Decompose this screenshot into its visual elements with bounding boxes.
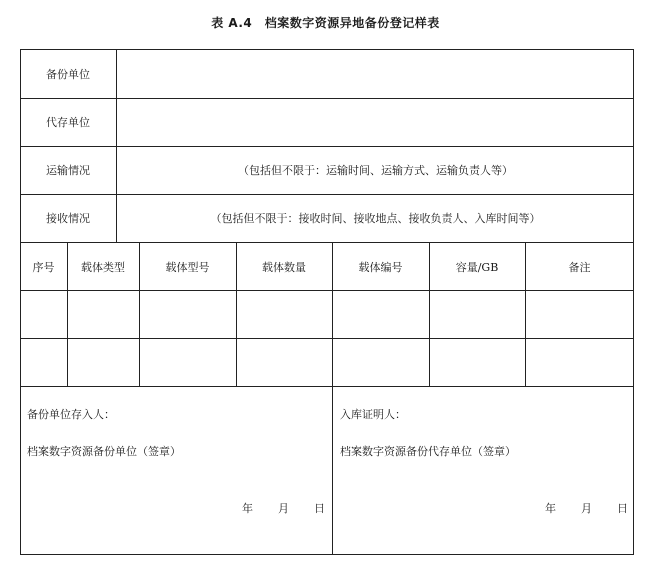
header-carrier-id: 载体编号 xyxy=(358,261,403,274)
left-year-label: 年 xyxy=(242,502,253,515)
info-label-transport: 运输情况 xyxy=(46,164,90,177)
row-divider xyxy=(20,338,634,339)
header-serial-number: 序号 xyxy=(32,261,55,274)
row-divider xyxy=(20,386,634,387)
custody-unit-seal-label: 档案数字资源备份代存单位（签章） xyxy=(340,445,516,458)
info-label-custody-unit: 代存单位 xyxy=(46,116,90,129)
left-month-label: 月 xyxy=(278,502,289,515)
right-month-label: 月 xyxy=(581,502,592,515)
header-carrier-model: 载体型号 xyxy=(165,261,210,274)
info-value-receipt: （包括但不限于：接收时间、接收地点、接收负责人、入库时间等） xyxy=(210,212,541,225)
right-year-label: 年 xyxy=(545,502,556,515)
info-label-backup-unit: 备份单位 xyxy=(46,68,90,81)
header-capacity: 容量/GB xyxy=(455,261,499,274)
header-carrier-quantity: 载体数量 xyxy=(262,261,306,274)
row-divider xyxy=(20,242,634,243)
row-divider xyxy=(20,146,634,147)
right-day-label: 日 xyxy=(617,502,628,515)
info-value-transport: （包括但不限于：运输时间、运输方式、运输负责人等） xyxy=(238,164,513,177)
info-label-receipt: 接收情况 xyxy=(46,212,90,225)
backup-unit-seal-label: 档案数字资源备份单位（签章） xyxy=(27,445,181,458)
header-carrier-type: 载体类型 xyxy=(81,261,125,274)
row-divider xyxy=(20,290,634,291)
left-day-label: 日 xyxy=(314,502,325,515)
row-divider xyxy=(20,194,634,195)
storage-witness-label: 入库证明人： xyxy=(340,408,406,421)
page-title: 表 A.4 档案数字资源异地备份登记样表 xyxy=(211,16,440,30)
column-divider xyxy=(332,242,333,555)
backup-depositor-label: 备份单位存入人： xyxy=(27,408,115,421)
header-remarks: 备注 xyxy=(568,261,591,274)
row-divider xyxy=(20,98,634,99)
